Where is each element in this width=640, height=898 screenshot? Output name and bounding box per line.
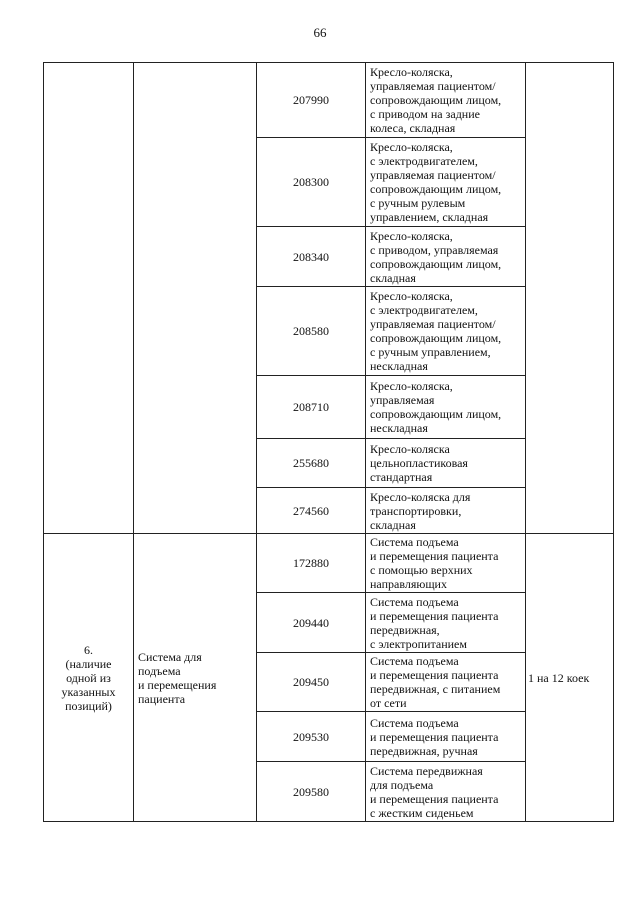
description-cell: Кресло-коляска, управляемая сопровождающим лицом, нескладная (366, 376, 526, 439)
description-cell: Система подъема и перемещения пациента передвижная, с электропитанием (366, 593, 526, 653)
description-cell: Кресло-коляска, с приводом, управляемая сопровождающим лицом, складная (366, 227, 526, 287)
group-name-cell (134, 63, 257, 534)
code-cell: 209440 (257, 593, 366, 653)
description-cell: Кресло-коляска, с электродвигателем, управляемая пациентом/ сопровождающим лицом, с ручным рулевым управлением, складная (366, 138, 526, 227)
code-cell: 209580 (257, 762, 366, 822)
description-cell: Система подъема и перемещения пациента с помощью верхних направляющих (366, 534, 526, 593)
table-row (44, 63, 614, 138)
code-cell: 209450 (257, 653, 366, 712)
code-cell: 274560 (257, 488, 366, 534)
norm-cell (526, 63, 614, 534)
description-cell: Кресло-коляска, с электродвигателем, управляемая пациентом/ сопровождающим лицом, с ручным управлением, нескладная (366, 287, 526, 376)
code-cell: 209530 (257, 712, 366, 762)
group-number-cell (44, 63, 134, 534)
description-cell: Кресло-коляска цельнопластиковая стандартная (366, 439, 526, 488)
description-cell: Система подъема и перемещения пациента передвижная, ручная (366, 712, 526, 762)
description-cell: Кресло-коляска, управляемая пациентом/ сопровождающим лицом, с приводом на задние колеса, складная (366, 63, 526, 138)
description-cell: Кресло-коляска для транспортировки, складная (366, 488, 526, 534)
table-row (44, 534, 614, 593)
code-cell: 208340 (257, 227, 366, 287)
group-number-cell: 6. (наличие одной из указанных позиций) (44, 534, 134, 822)
code-cell: 208580 (257, 287, 366, 376)
group-name-cell: Система для подъема и перемещения пациента (134, 534, 257, 822)
page-number: 66 (313, 25, 327, 40)
code-cell: 208300 (257, 138, 366, 227)
code-cell: 208710 (257, 376, 366, 439)
description-cell: Система подъема и перемещения пациента передвижная, с питанием от сети (366, 653, 526, 712)
code-cell: 172880 (257, 534, 366, 593)
equipment-table (43, 62, 614, 822)
norm-cell: 1 на 12 коек (526, 534, 614, 822)
code-cell: 207990 (257, 63, 366, 138)
code-cell: 255680 (257, 439, 366, 488)
description-cell: Система передвижная для подъема и перемещения пациента с жестким сиденьем (366, 762, 526, 822)
